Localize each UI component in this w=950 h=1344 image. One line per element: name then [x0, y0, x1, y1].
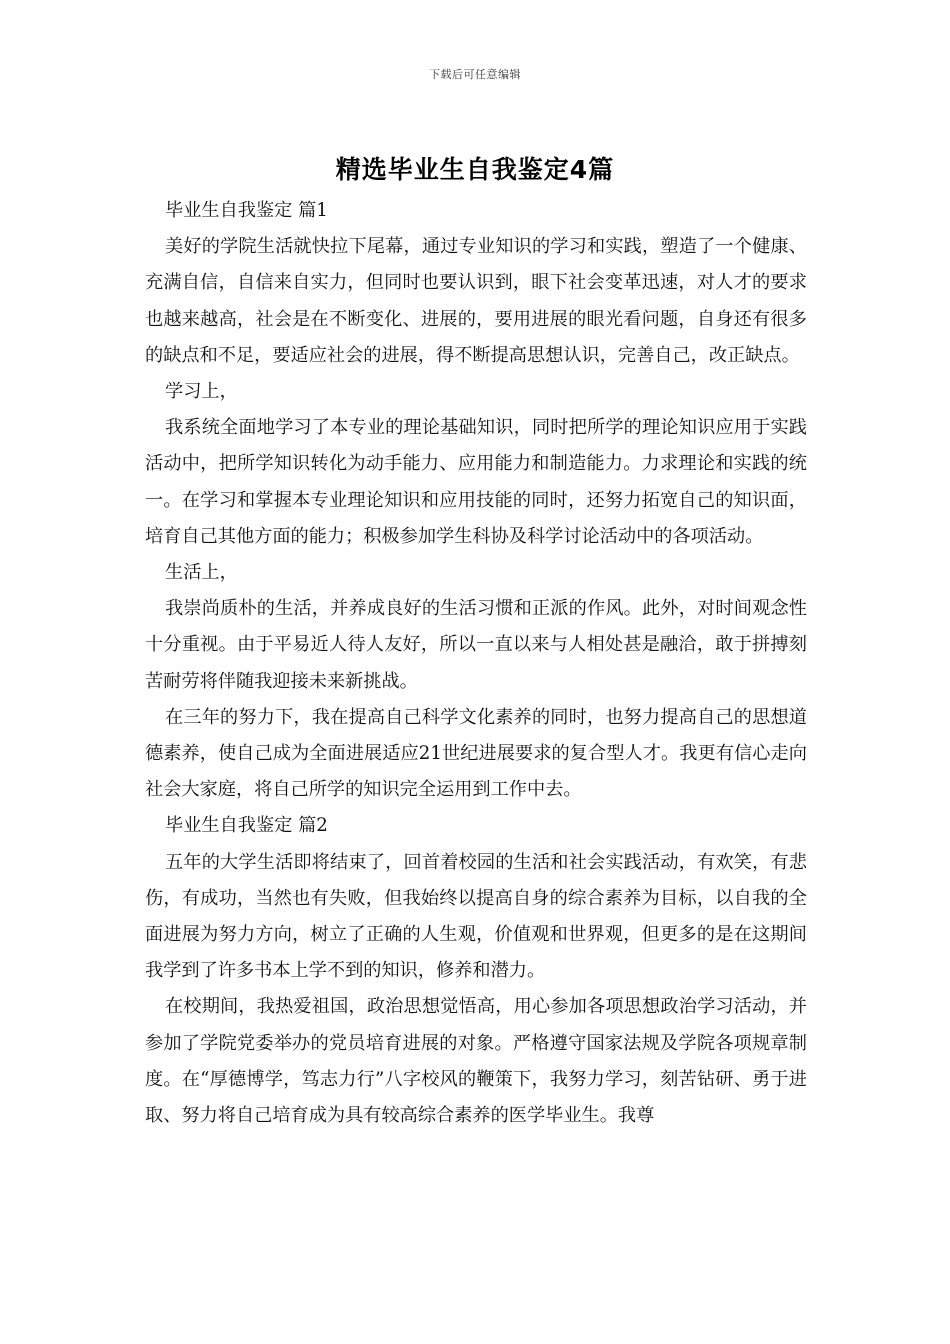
document-body [145, 193, 807, 1134]
section-heading: 毕业生自我鉴定 篇1 [165, 200, 328, 221]
paragraph: 五年的大学生活即将结束了，回首着校园的生活和社会实践活动，有欢笑，有悲伤，有成功，当然也有失败，但我始终以提高自身的综合素养为目标，以自我的全面进展为努力方向，树立了正确的人生观，价值观和世界观，但更多的是在这期间我学到了许多书本上学不到的知识，修养和潜力。 [145, 851, 807, 982]
paragraph: 我崇尚质朴的生活，并养成良好的生活习惯和正派的作风。此外，对时间观念性十分重视。由于平易近人待人友好，所以一直以来与人相处甚是融洽，敢于拼搏刻苦耐劳将伴随我迎接未来新挑战。 [145, 598, 807, 692]
section-heading: 毕业生自我鉴定 篇2 [165, 815, 328, 837]
paragraph: 美好的学院生活就快拉下尾幕，通过专业知识的学习和实践，塑造了一个健康、充满自信，自信来自实力，但同时也要认识到，眼下社会变革迅速，对人才的要求也越来越高，社会是在不断变化、进展的，要用进展的眼光看问题，自身还有很多的缺点和不足，要适应社会的进展，得不断提高思想认识，完善自己，改正缺点。 [145, 236, 807, 366]
paragraph: 在三年的努力下，我在提高自己科学文化素养的同时，也努力提高自己的思想道德素养，使自己成为全面进展适应21世纪进展要求的复合型人才。我更有信心走向社会大家庭，将自己所学的知识完全运用到工作中去。 [145, 706, 807, 801]
document-title: 精选毕业生自我鉴定4篇 [335, 155, 615, 184]
header-note: 下载后可任意编辑 [429, 68, 521, 81]
paragraph: 我系统全面地学习了本专业的理论基础知识，同时把所学的理论知识应用于实践活动中，把所学知识转化为动手能力、应用能力和制造能力。力求理论和实践的统一。在学习和掌握本专业理论知识和应用技能的同时，还努力拓宽自己的知识面，培育自己其他方面的能力；积极参加学生科协及科学讨论活动中的各项活动。 [145, 417, 807, 547]
subheading: 生活上， [165, 562, 238, 584]
paragraph: 在校期间，我热爱祖国，政治思想觉悟高，用心参加各项思想政治学习活动，并参加了学院党委举办的党员培育进展的对象。严格遵守国家法规及学院各项规章制度。在“厚德博学，笃志力行”八字校风的鞭策下，我努力学习，刻苦钻研、勇于进取、努力将自己培育成为具有较高综合素养的医学毕业生。我尊 [145, 996, 807, 1127]
subheading: 学习上， [165, 381, 238, 403]
